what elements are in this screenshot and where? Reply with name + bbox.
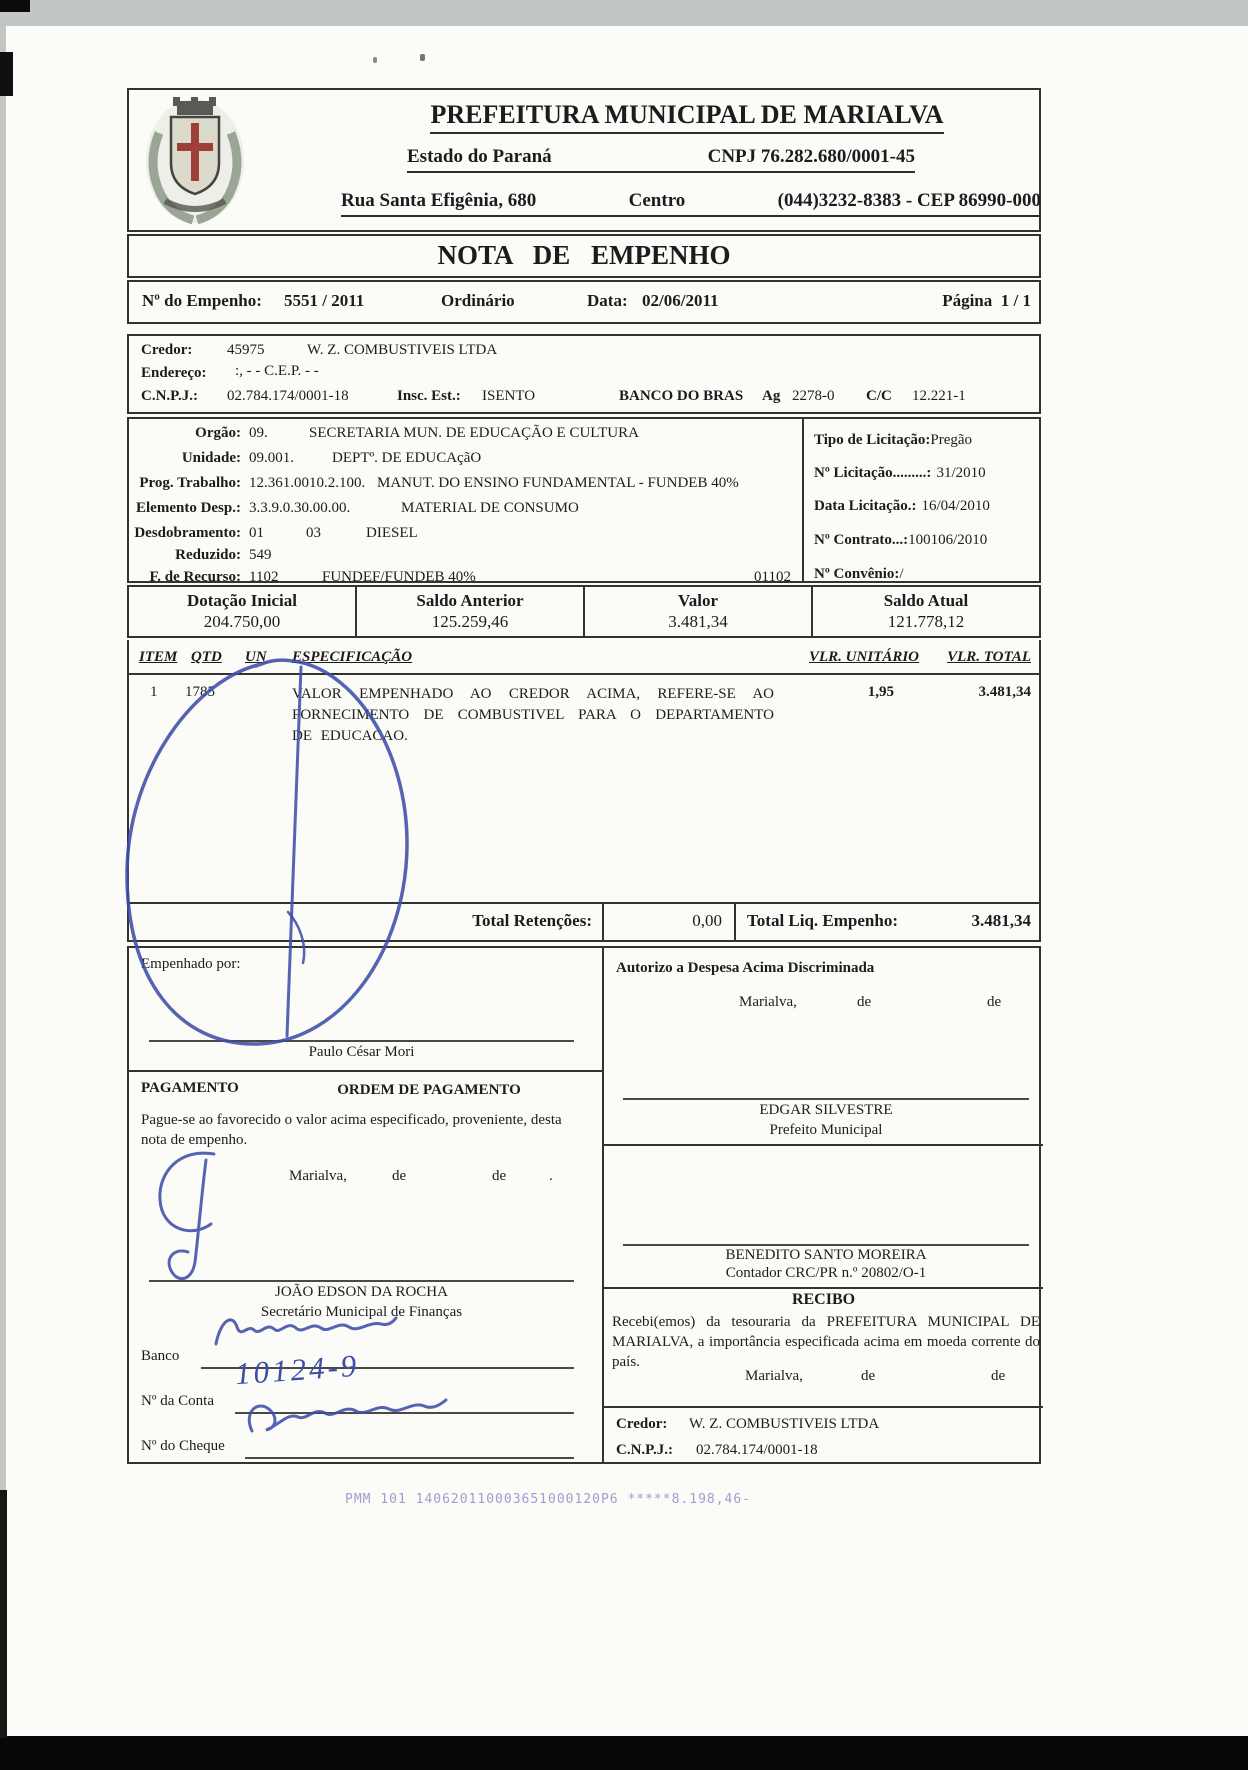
orcamento-box (127, 417, 1041, 583)
pagamento-cidade: Marialva, (289, 1168, 347, 1184)
cnpj-label: C.N.P.J.: (141, 388, 198, 404)
recibo-texto: Recebi(emos) da tesouraria da PREFEITURA MUNICIPAL DE MARIALVA, a importância especificada acima em moeda corrente do país. (612, 1314, 1040, 1370)
scan-artifact-bottom-bar (0, 1736, 1248, 1770)
insc-value: ISENTO (482, 388, 536, 404)
licitacao-convenio-label: Nº Convênio: (814, 566, 900, 582)
doc-title: NOTA DE EMPENHO (437, 240, 731, 270)
orcamento-row-unidade (129, 450, 789, 470)
header-title-wrap (335, 100, 1039, 134)
agencia-value: 2278-0 (792, 388, 835, 404)
endereco-label: Endereço: (141, 365, 207, 381)
elemento-label: Elemento Desp.: (136, 500, 241, 516)
credor-divider (602, 1406, 1043, 1408)
saldos-col-valor (585, 587, 813, 636)
orcamento-row-prog (129, 475, 789, 495)
conta-field-label: Nº da Conta (141, 1393, 214, 1409)
pagamento-de2: de (492, 1168, 507, 1184)
secretario-signature-line (149, 1280, 574, 1282)
orcamento-divider (802, 419, 804, 581)
itens-header-espec: ESPECIFICAÇÃO (292, 649, 413, 665)
itens-header-un: UN (245, 649, 267, 665)
total-retencoes-label: Total Retenções: (472, 911, 592, 930)
elemento-code: 3.3.9.0.30.00.00. (249, 500, 351, 516)
assinaturas-divider (602, 948, 604, 1462)
credor-codigo: 45975 (227, 342, 265, 358)
empenho-num-label: Nº do Empenho: (142, 291, 262, 310)
pagina-value: 1 / 1 (1000, 291, 1031, 310)
item-vlr-unitario: 1,95 (867, 684, 894, 700)
nota-de-empenho-document (127, 88, 1041, 1464)
recurso-extra: 01102 (754, 569, 791, 585)
header-endereco: Rua Santa Efigênia, 680 (341, 190, 537, 211)
contador-divider (602, 1144, 1043, 1146)
empenhado-nome: Paulo César Mori (308, 1044, 415, 1060)
licitacao-data (814, 498, 990, 515)
cc-label: C/C (866, 388, 892, 404)
empenhado-signature-line (149, 1040, 574, 1042)
licitacao-num (814, 465, 986, 482)
unidade-label: Unidade: (181, 450, 241, 466)
recibo-title: RECIBO (791, 1291, 856, 1308)
empenho-row (127, 280, 1041, 324)
saldos-value: 125.259,46 (431, 612, 509, 631)
credor-nome: W. Z. COMBUSTIVEIS LTDA (307, 342, 498, 358)
coat-of-arms-logo (141, 95, 249, 227)
prefeito-cargo: Prefeito Municipal (769, 1122, 883, 1138)
item-especificacao: VALOR EMPENHADO AO CREDOR ACIMA, REFERE-SE AO FORNECIMENTO DE COMBUSTIVEL PARA O DEPARTAMENTO DE EDUCACAO. (292, 686, 774, 744)
header-estado: Estado do Paraná (407, 146, 552, 167)
empenho-num: 5551 / 2011 (284, 291, 365, 310)
reduzido-label: Reduzido: (175, 547, 241, 563)
cnpj-value: 02.784.174/0001-18 (227, 388, 349, 404)
licitacao-contrato-label: Nº Contrato...: (814, 532, 909, 548)
pagamento-de1: de (392, 1168, 407, 1184)
cheque-field-label: Nº do Cheque (141, 1438, 225, 1454)
total-retencoes-value: 0,00 (692, 911, 722, 930)
item-num: 1 (150, 684, 158, 700)
licitacao-num-label: Nº Licitação.........: (814, 465, 932, 481)
orcamento-row-desdobramento (129, 525, 789, 545)
header-fone-cep: (044)3232-8383 - CEP 86990-000 (777, 190, 1041, 211)
ordem-pagamento-title: ORDEM DE PAGAMENTO (337, 1082, 521, 1098)
saldos-value: 121.778,12 (887, 612, 965, 631)
totais-row (127, 902, 1041, 942)
licitacao-tipo-value: Pregão (930, 432, 973, 448)
totais-divider-2 (734, 904, 736, 940)
empenho-data: 02/06/2011 (642, 291, 719, 310)
licitacao-num-value: 31/2010 (936, 465, 986, 481)
pagamento-ponto: . (549, 1168, 553, 1184)
cheque-field-line (245, 1457, 574, 1459)
saldos-header: Valor (678, 591, 718, 610)
saldos-value: 3.481,34 (668, 612, 728, 631)
contador-cargo: Contador CRC/PR n.º 20802/O-1 (725, 1265, 927, 1281)
itens-section (127, 640, 1041, 902)
licitacao-convenio-value: / (899, 566, 904, 582)
header-line3 (341, 190, 1041, 217)
pagamento-texto: Pague-se ao favorecido o valor acima especificado, proveniente, desta nota de empenho. (141, 1112, 562, 1148)
document-header (127, 88, 1041, 232)
saldos-col-atual (813, 587, 1039, 636)
autorizo-de1: de (857, 994, 872, 1010)
pagamento-divider (129, 1070, 602, 1072)
recurso-code: 1102 (249, 569, 279, 585)
itens-header-rule (129, 673, 1039, 675)
recibo-de1: de (861, 1368, 876, 1384)
prog-code: 12.361.0010.2.100. (249, 475, 366, 491)
conta-handwriting: 10124-9 (233, 1347, 361, 1392)
orgao-desc: SECRETARIA MUN. DE EDUCAÇÃO E CULTURA (309, 425, 639, 441)
scan-artifact-corner-mark (0, 0, 30, 12)
desdobramento-code: 01 (249, 525, 264, 541)
recurso-label: F. de Recurso: (149, 569, 241, 585)
recibo-credor-label: Credor: (616, 1416, 668, 1432)
recibo-cidade: Marialva, (745, 1368, 803, 1384)
saldos-value: 204.750,00 (203, 612, 281, 631)
prefeito-signature-line (623, 1098, 1029, 1100)
header-line2 (407, 146, 915, 173)
desdobramento-desc: DIESEL (366, 525, 418, 541)
licitacao-data-label: Data Licitação.: (814, 498, 917, 514)
autorizo-title: Autorizo a Despesa Acima Discriminada (616, 960, 875, 976)
licitacao-contrato (814, 532, 987, 549)
desdobramento-code2: 03 (306, 525, 321, 541)
header-bairro: Centro (628, 190, 686, 211)
header-cnpj: CNPJ 76.282.680/0001-45 (707, 146, 915, 167)
recibo-cnpj-label: C.N.P.J.: (616, 1442, 673, 1458)
unidade-desc: DEPTº. DE EDUCAçãO (332, 450, 482, 466)
orgao-code: 09. (249, 425, 268, 441)
licitacao-convenio (814, 566, 904, 583)
licitacao-contrato-value: 100106/2010 (908, 532, 988, 548)
itens-header-vlr-unitario: VLR. UNITÁRIO (809, 649, 920, 665)
saldos-header: Dotação Inicial (186, 591, 298, 610)
orgao-label: Orgão: (195, 425, 241, 441)
orcamento-row-reduzido (129, 547, 789, 567)
elemento-desc: MATERIAL DE CONSUMO (401, 500, 579, 516)
itens-header-qtd: QTD (191, 649, 222, 665)
licitacao-data-value: 16/04/2010 (921, 498, 990, 514)
prog-desc: MANUT. DO ENSINO FUNDAMENTAL - FUNDEB 40% (377, 475, 739, 491)
recurso-desc: FUNDEF/FUNDEB 40% (322, 569, 476, 585)
empenho-pagina (899, 291, 1031, 311)
scan-artifact-left-edge (0, 1490, 7, 1738)
recibo-credor-value: W. Z. COMBUSTIVEIS LTDA (689, 1416, 880, 1432)
saldos-col-anterior (357, 587, 585, 636)
licitacao-tipo-label: Tipo de Licitação: (814, 432, 931, 448)
desdobramento-label: Desdobramento: (134, 525, 241, 541)
total-liq-label: Total Liq. Empenho: (747, 911, 898, 930)
licitacao-tipo (814, 432, 972, 449)
prefeito-nome: EDGAR SILVESTRE (759, 1102, 893, 1118)
contador-signature-line (623, 1244, 1029, 1246)
municipality-title: PREFEITURA MUNICIPAL DE MARIALVA (430, 100, 943, 134)
item-qtd: 1785 (185, 684, 215, 700)
recibo-divider (602, 1287, 1043, 1289)
saldos-col-dotacao (129, 587, 357, 636)
totais-divider-1 (602, 904, 604, 940)
recibo-cnpj-value: 02.784.174/0001-18 (696, 1442, 818, 1458)
empenho-tipo: Ordinário (441, 291, 515, 310)
scan-speck (420, 54, 425, 61)
saldos-header: Saldo Atual (883, 591, 969, 610)
itens-header-vlr-total: VLR. TOTAL (947, 649, 1031, 665)
banco-field-label: Banco (141, 1348, 180, 1364)
dot-matrix-footer: PMM 101 140620110003651000120P6 *****8.198,46- (345, 1492, 752, 1507)
credor-box (127, 334, 1041, 414)
recibo-de2: de (991, 1368, 1006, 1384)
credor-label: Credor: (141, 342, 193, 358)
prog-label: Prog. Trabalho: (139, 475, 241, 491)
total-liq-value: 3.481,34 (971, 911, 1031, 930)
doc-title-bar (127, 234, 1041, 278)
insc-label: Insc. Est.: (397, 388, 461, 404)
pagamento-title: PAGAMENTO (141, 1080, 239, 1096)
agencia-label: Ag (762, 388, 781, 404)
empenho-data-label: Data: (587, 291, 628, 310)
scan-speck (373, 57, 377, 63)
autorizo-de2: de (987, 994, 1002, 1010)
orcamento-row-orgao (129, 425, 789, 445)
saldos-table (127, 585, 1041, 638)
secretario-cargo: Secretário Municipal de Finanças (260, 1304, 463, 1320)
contador-nome: BENEDITO SANTO MOREIRA (725, 1247, 927, 1263)
conta-field-line (235, 1412, 574, 1414)
autorizo-cidade: Marialva, (739, 994, 797, 1010)
saldos-header: Saldo Anterior (416, 591, 524, 610)
empenhado-por-label: Empenhado por: (141, 956, 241, 972)
secretario-nome: JOÃO EDSON DA ROCHA (275, 1284, 448, 1300)
endereco-value: :, - - C.E.P. - - (235, 363, 319, 379)
unidade-code: 09.001. (249, 450, 294, 466)
reduzido-code: 549 (249, 547, 272, 563)
pagina-label: Página (942, 291, 993, 310)
scan-artifact-left-mark (0, 52, 13, 96)
banco-label: BANCO DO BRAS (619, 388, 744, 404)
orcamento-row-elemento (129, 500, 789, 520)
cc-value: 12.221-1 (912, 388, 966, 404)
item-vlr-total: 3.481,34 (978, 684, 1031, 700)
itens-header-item: ITEM (139, 649, 178, 665)
